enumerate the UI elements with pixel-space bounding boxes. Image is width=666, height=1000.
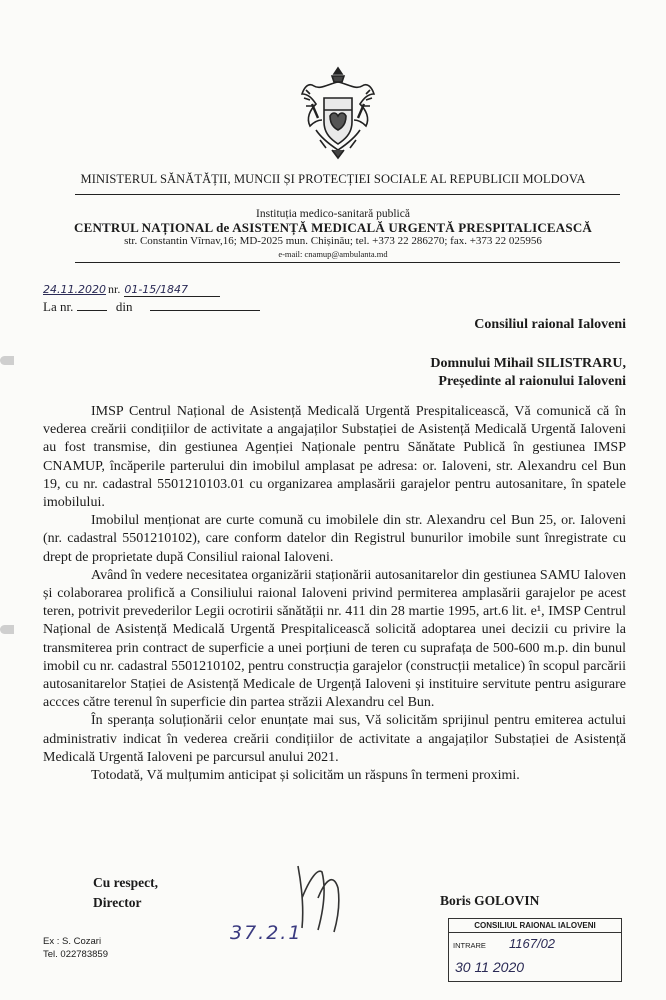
recipient-position: Președinte al raionului Ialoveni: [438, 374, 626, 389]
paragraph: Totodată, Vă mulțumim anticipat și solicităm un răspuns în termeni proximi.: [91, 768, 520, 784]
handwritten-number: 01-15/1847: [124, 283, 220, 297]
din-label: din: [115, 299, 133, 314]
handwritten-date: 24.11.2020: [43, 283, 106, 296]
signature-closing-block: [93, 873, 158, 913]
institution-type: Instituția medico-sanitară publică: [256, 208, 410, 220]
recipient-addressee: Domnului Mihail SILISTRARU,: [430, 356, 626, 371]
stamp-label: INTRARE: [453, 941, 486, 950]
institution-email: e-mail: cnamup@ambulanta.md: [278, 249, 388, 259]
executor-info: [43, 935, 108, 961]
closing-text: Cu respect,: [93, 875, 158, 890]
scan-artifact: [0, 625, 14, 634]
recipient-council: Consiliul raional Ialoveni: [474, 317, 626, 332]
header-divider: [75, 194, 620, 195]
executor-name: Ex : S. Cozari: [43, 936, 102, 947]
institution-name: CENTRUL NAȚIONAL de ASISTENȚĂ MEDICALĂ URGENTĂ PRESPITALICEASCĂ: [73, 220, 592, 235]
outgoing-reference: [43, 282, 220, 297]
paragraph: Imobilul menționat are curte comună cu imobilele din str. Alexandru cel Bun 25, or. Ialoveni (nr. cadastral 5501210102), care conform datelor din Registrul bunurilor imobile sunt înregistrate cu drept de proprietate după Consiliul raional Ialoveni.: [43, 513, 626, 565]
paragraph: IMSP Centrul Național de Asistență Medicală Urgentă Prespitalicească, Vă comunică că în vederea creării condițiilor de activitate a angajaților Substației de Asistență Medicală Urgentă Ialoveni au fost transmise, din gestiunea Agenției Naționale pentru Sănătate Publică în gestiunea IMSP CNAMUP, încăperile parterului din imobilul amplasat pe adresa: or. Ialoveni, str. Alexandru cel Bun 19, cu nr. cadastral 5501210103.01 cu organizarea amplasării garajelor pentru autosanitare, în spatele imobilului.: [43, 404, 626, 511]
paragraph: Având în vedere necesitatea organizării staționării autosanitarelor din gestiunea SAMU Ialoven și colaborarea prolifică a Consiliului raional Ialoveni privind permiterea amplasării garajelor pe acest teren, potrivit prevederilor Legii ocrotirii sănătății nr. 411 din 28 martie 1995, art.6 lit. e¹, IMSP Centrul Național de Asistență Medicală Urgentă Prespitalicească solicită adoptarea unei decizii cu privire la transmiterea prin contract de superficie a unei porțiuni de teren cu suprafața de 500-600 m.p. din bunul imobil cu nr. cadastral 5501210102, pentru construcția garajelor (construcții metalice) în scopul parcării autosanitarelor Stației de Asistență Medicale de Urgență Ialoveni și instituire servitute pentru asigurare accces către terenul în superficie din partea străzii Alexandru cel Bun.: [43, 567, 626, 711]
coat-of-arms-icon: [298, 64, 378, 162]
registration-stamp: [448, 918, 622, 982]
stamp-date: 30 11 2020: [455, 959, 525, 975]
scan-artifact: [0, 356, 14, 365]
paragraph: În speranța soluționării celor enunțate mai sus, Vă solicităm sprijinul pentru emiterea actului administrativ indicat în vederea creării condițiilor de activitate a angajaților Substației de Asistență Medicală Urgentă Ialoveni pe parcursul anului 2021.: [43, 713, 626, 765]
executor-phone: Tel. 022783859: [43, 949, 108, 960]
pencil-note: 37.2.1: [230, 922, 303, 944]
stamp-title: CONSILIUL RAIONAL IALOVENI: [449, 921, 621, 933]
header-bottom-divider: [75, 262, 620, 263]
stamp-number: 1167/02: [509, 936, 556, 951]
nr-label: nr.: [107, 282, 121, 296]
la-nr-label: La nr.: [43, 299, 74, 314]
institution-address: str. Constantin Vîrnav,16; MD-2025 mun. Chișinău; tel. +373 22 286270; fax. +373 22 025956: [124, 235, 542, 247]
ministry-name: MINISTERUL SĂNĂTĂȚII, MUNCII ȘI PROTECȚIEI SOCIALE AL REPUBLICII MOLDOVA: [80, 172, 586, 186]
signatory-title: Director: [93, 895, 142, 910]
signatory-name: Boris GOLOVIN: [440, 893, 540, 908]
letter-body: [43, 403, 626, 785]
incoming-reference: [43, 299, 260, 315]
